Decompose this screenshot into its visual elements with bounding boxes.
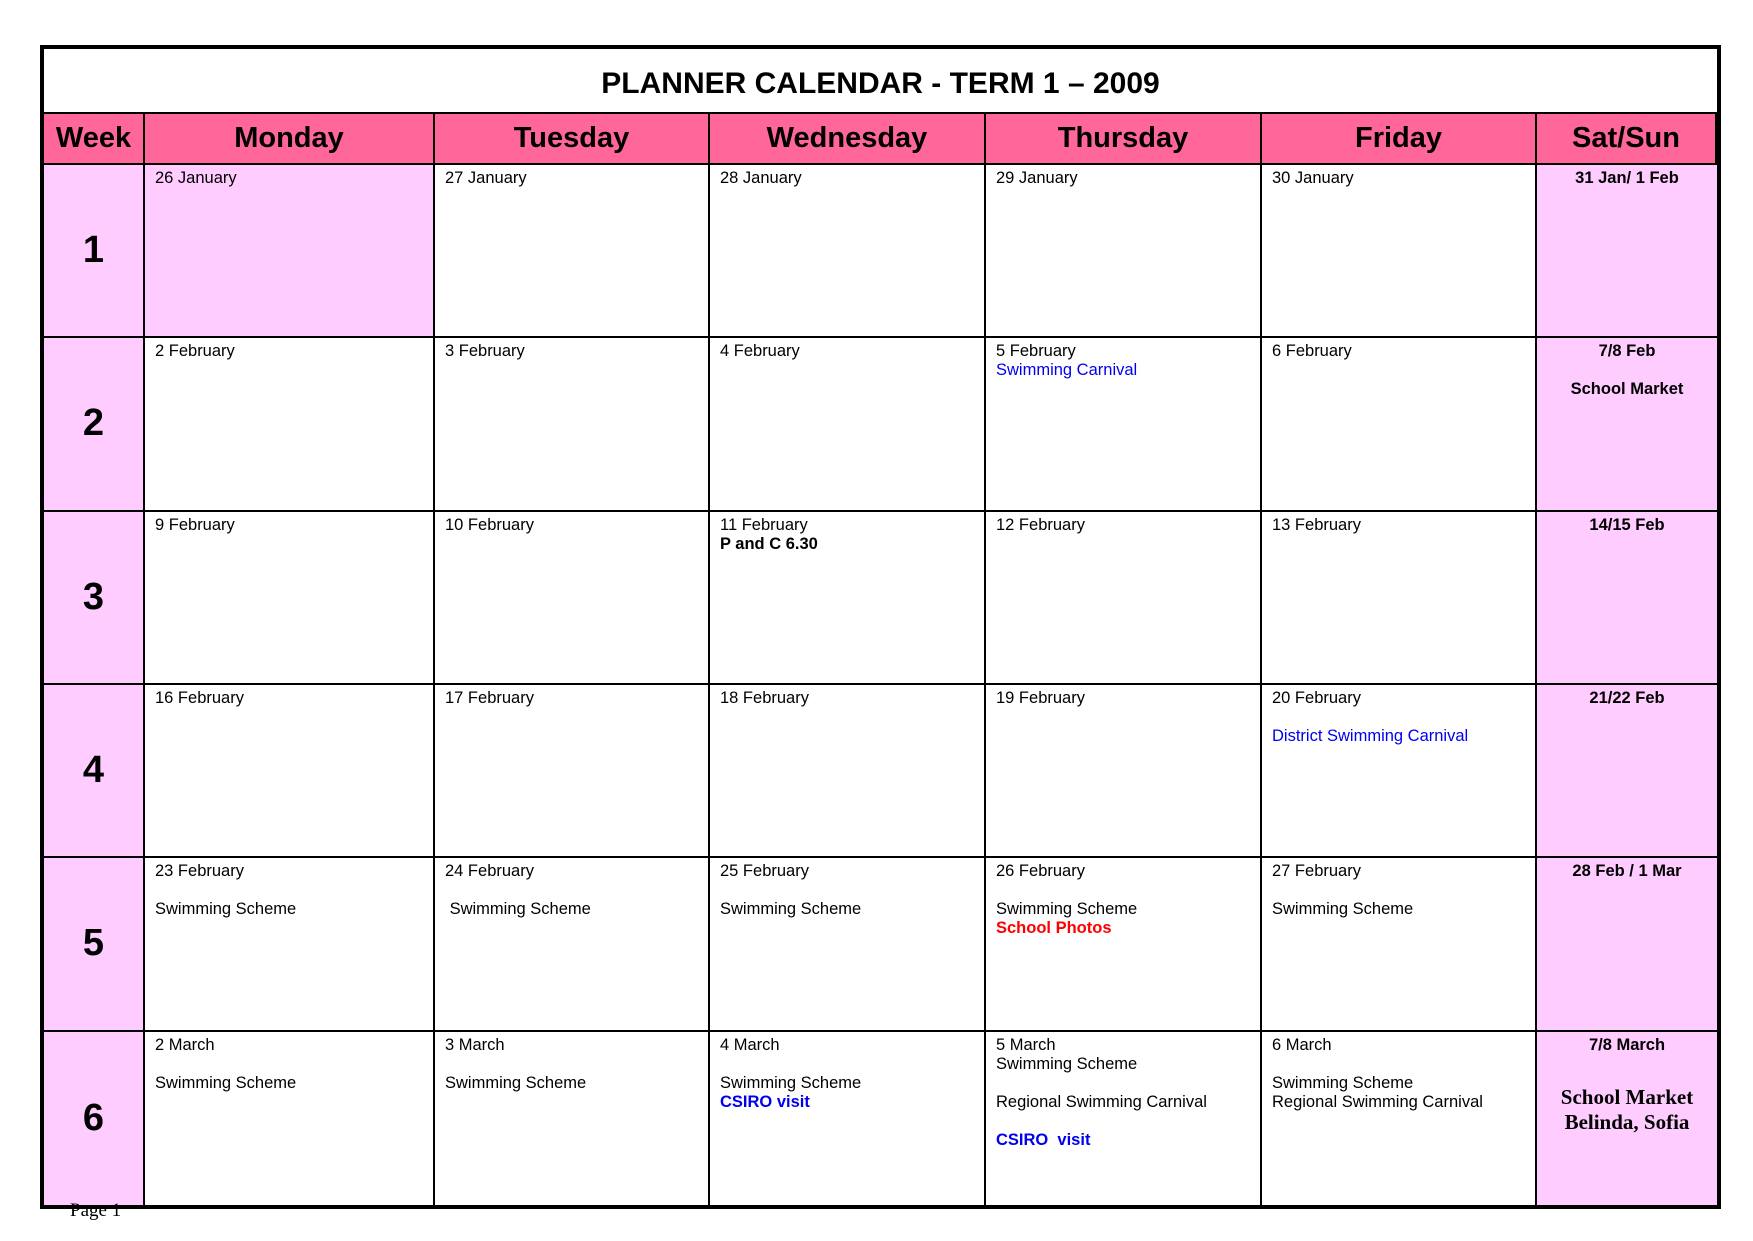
day-cell-monday[interactable] [145, 858, 435, 1031]
day-date: 12 February [996, 515, 1085, 534]
day-date: 9 February [155, 515, 235, 534]
day-date: 6 February [1272, 342, 1352, 361]
header-tuesday: Tuesday [435, 114, 710, 165]
day-cell-monday[interactable] [145, 685, 435, 858]
day-date: 26 February [996, 862, 1085, 881]
day-cell-friday[interactable] [1262, 685, 1537, 858]
weekend-date: 14/15 Feb [1589, 515, 1665, 534]
day-cell-friday[interactable] [1262, 858, 1537, 1031]
event-district-swimming-carnival: District Swimming Carnival [1272, 726, 1469, 745]
week-number: 4 [44, 685, 145, 858]
event-swimming-carnival: Swimming Carnival [996, 361, 1138, 380]
day-cell-thursday[interactable] [986, 685, 1262, 858]
header-friday: Friday [1262, 114, 1537, 165]
week-number: 6 [44, 1032, 145, 1205]
event-swimming-scheme: Swimming Scheme [996, 900, 1138, 919]
page-number: Page 1 [70, 1200, 122, 1221]
event-csiro-visit: CSIRO visit [720, 1092, 810, 1111]
day-date: 11 February [720, 515, 808, 534]
week-number: 3 [44, 512, 145, 685]
day-date: 4 March [720, 1035, 780, 1054]
weekend-date: 7/8 Feb [1598, 342, 1656, 361]
day-date: 5 February [996, 342, 1076, 361]
event-swimming-scheme: Swimming Scheme [1272, 1073, 1414, 1092]
day-cell-friday[interactable] [1262, 338, 1537, 511]
day-date: 30 January [1272, 169, 1354, 187]
day-cell-tuesday[interactable] [435, 858, 710, 1031]
weekend-date: 21/22 Feb [1589, 688, 1665, 707]
day-cell-tuesday[interactable] [435, 1032, 710, 1205]
day-cell-monday[interactable] [145, 338, 435, 511]
day-date: 13 February [1272, 515, 1361, 534]
day-cell-wednesday[interactable] [710, 165, 986, 338]
weekend-cell[interactable] [1537, 338, 1717, 511]
event-swimming-scheme: Swimming Scheme [445, 1073, 587, 1092]
day-date: 19 February [996, 688, 1085, 707]
event-regional-swimming-carnival: Regional Swimming Carnival [1272, 1092, 1483, 1111]
event-swimming-scheme: Swimming Scheme [720, 1073, 862, 1092]
event-swimming-scheme: Swimming Scheme [445, 900, 591, 919]
day-date: 27 February [1272, 862, 1361, 881]
day-cell-thursday[interactable] [986, 165, 1262, 338]
weekend-cell[interactable] [1537, 858, 1717, 1031]
day-cell-friday[interactable] [1262, 165, 1537, 338]
day-date: 20 February [1272, 688, 1361, 707]
header-week: Week [44, 114, 145, 165]
day-cell-thursday[interactable] [986, 858, 1262, 1031]
day-date: 6 March [1272, 1035, 1332, 1054]
day-cell-friday[interactable] [1262, 1032, 1537, 1205]
header-monday: Monday [145, 114, 435, 165]
event-swimming-scheme: Swimming Scheme [155, 1073, 297, 1092]
day-date: 24 February [445, 862, 534, 881]
day-date: 27 January [445, 169, 527, 187]
week-number: 1 [44, 165, 145, 338]
day-cell-monday[interactable] [145, 165, 435, 338]
header-weekend: Sat/Sun [1537, 114, 1717, 165]
day-cell-wednesday[interactable] [710, 512, 986, 685]
day-date: 5 March [996, 1035, 1056, 1054]
day-date: 17 February [445, 688, 534, 707]
weekend-cell[interactable] [1537, 512, 1717, 685]
day-cell-tuesday[interactable] [435, 338, 710, 511]
day-date: 4 February [720, 342, 800, 361]
day-date: 3 March [445, 1035, 505, 1054]
weekend-date: 7/8 March [1588, 1035, 1666, 1054]
calendar-grid [44, 114, 1717, 1205]
week-number: 2 [44, 338, 145, 511]
day-cell-wednesday[interactable] [710, 858, 986, 1031]
event-csiro-visit: CSIRO visit [996, 1130, 1091, 1149]
event-swimming-scheme: Swimming Scheme [155, 900, 297, 919]
day-cell-tuesday[interactable] [435, 165, 710, 338]
event-swimming-scheme: Swimming Scheme [720, 900, 862, 919]
day-cell-friday[interactable] [1262, 512, 1537, 685]
weekend-date: 28 Feb / 1 Mar [1572, 862, 1682, 881]
day-date: 2 March [155, 1035, 215, 1054]
day-date: 18 February [720, 688, 809, 707]
day-date: 26 January [155, 169, 237, 187]
event-swimming-scheme: Swimming Scheme [996, 1054, 1138, 1073]
event-school-market: School Market [1560, 1084, 1694, 1109]
day-date: 29 January [996, 169, 1078, 187]
planner-calendar [40, 45, 1721, 1209]
day-date: 25 February [720, 862, 809, 881]
day-date: 2 February [155, 342, 235, 361]
event-school-market: School Market [1570, 380, 1684, 399]
day-date: 3 February [445, 342, 525, 361]
weekend-cell[interactable] [1537, 685, 1717, 858]
header-wednesday: Wednesday [710, 114, 986, 165]
event-p-and-c: P and C 6.30 [720, 534, 818, 553]
event-swimming-scheme: Swimming Scheme [1272, 900, 1414, 919]
day-cell-wednesday[interactable] [710, 685, 986, 858]
day-cell-thursday[interactable] [986, 1032, 1262, 1205]
day-cell-wednesday[interactable] [710, 338, 986, 511]
event-volunteers: Belinda, Sofia [1564, 1109, 1690, 1134]
day-date: 23 February [155, 862, 244, 881]
event-school-photos: School Photos [996, 919, 1112, 938]
weekend-cell[interactable] [1537, 1032, 1717, 1205]
day-cell-tuesday[interactable] [435, 512, 710, 685]
day-cell-thursday[interactable] [986, 338, 1262, 511]
week-number: 5 [44, 858, 145, 1031]
header-thursday: Thursday [986, 114, 1262, 165]
event-regional-swimming-carnival: Regional Swimming Carnival [996, 1092, 1207, 1111]
weekend-cell[interactable] [1537, 165, 1717, 338]
day-cell-tuesday[interactable] [435, 685, 710, 858]
day-date: 28 January [720, 169, 802, 187]
weekend-date: 31 Jan/ 1 Feb [1575, 169, 1679, 187]
day-cell-monday[interactable] [145, 512, 435, 685]
day-date: 16 February [155, 688, 244, 707]
page-title: PLANNER CALENDAR - TERM 1 – 2009 [44, 49, 1717, 114]
day-cell-thursday[interactable] [986, 512, 1262, 685]
day-cell-monday[interactable] [145, 1032, 435, 1205]
day-cell-wednesday[interactable] [710, 1032, 986, 1205]
day-date: 10 February [445, 515, 534, 534]
